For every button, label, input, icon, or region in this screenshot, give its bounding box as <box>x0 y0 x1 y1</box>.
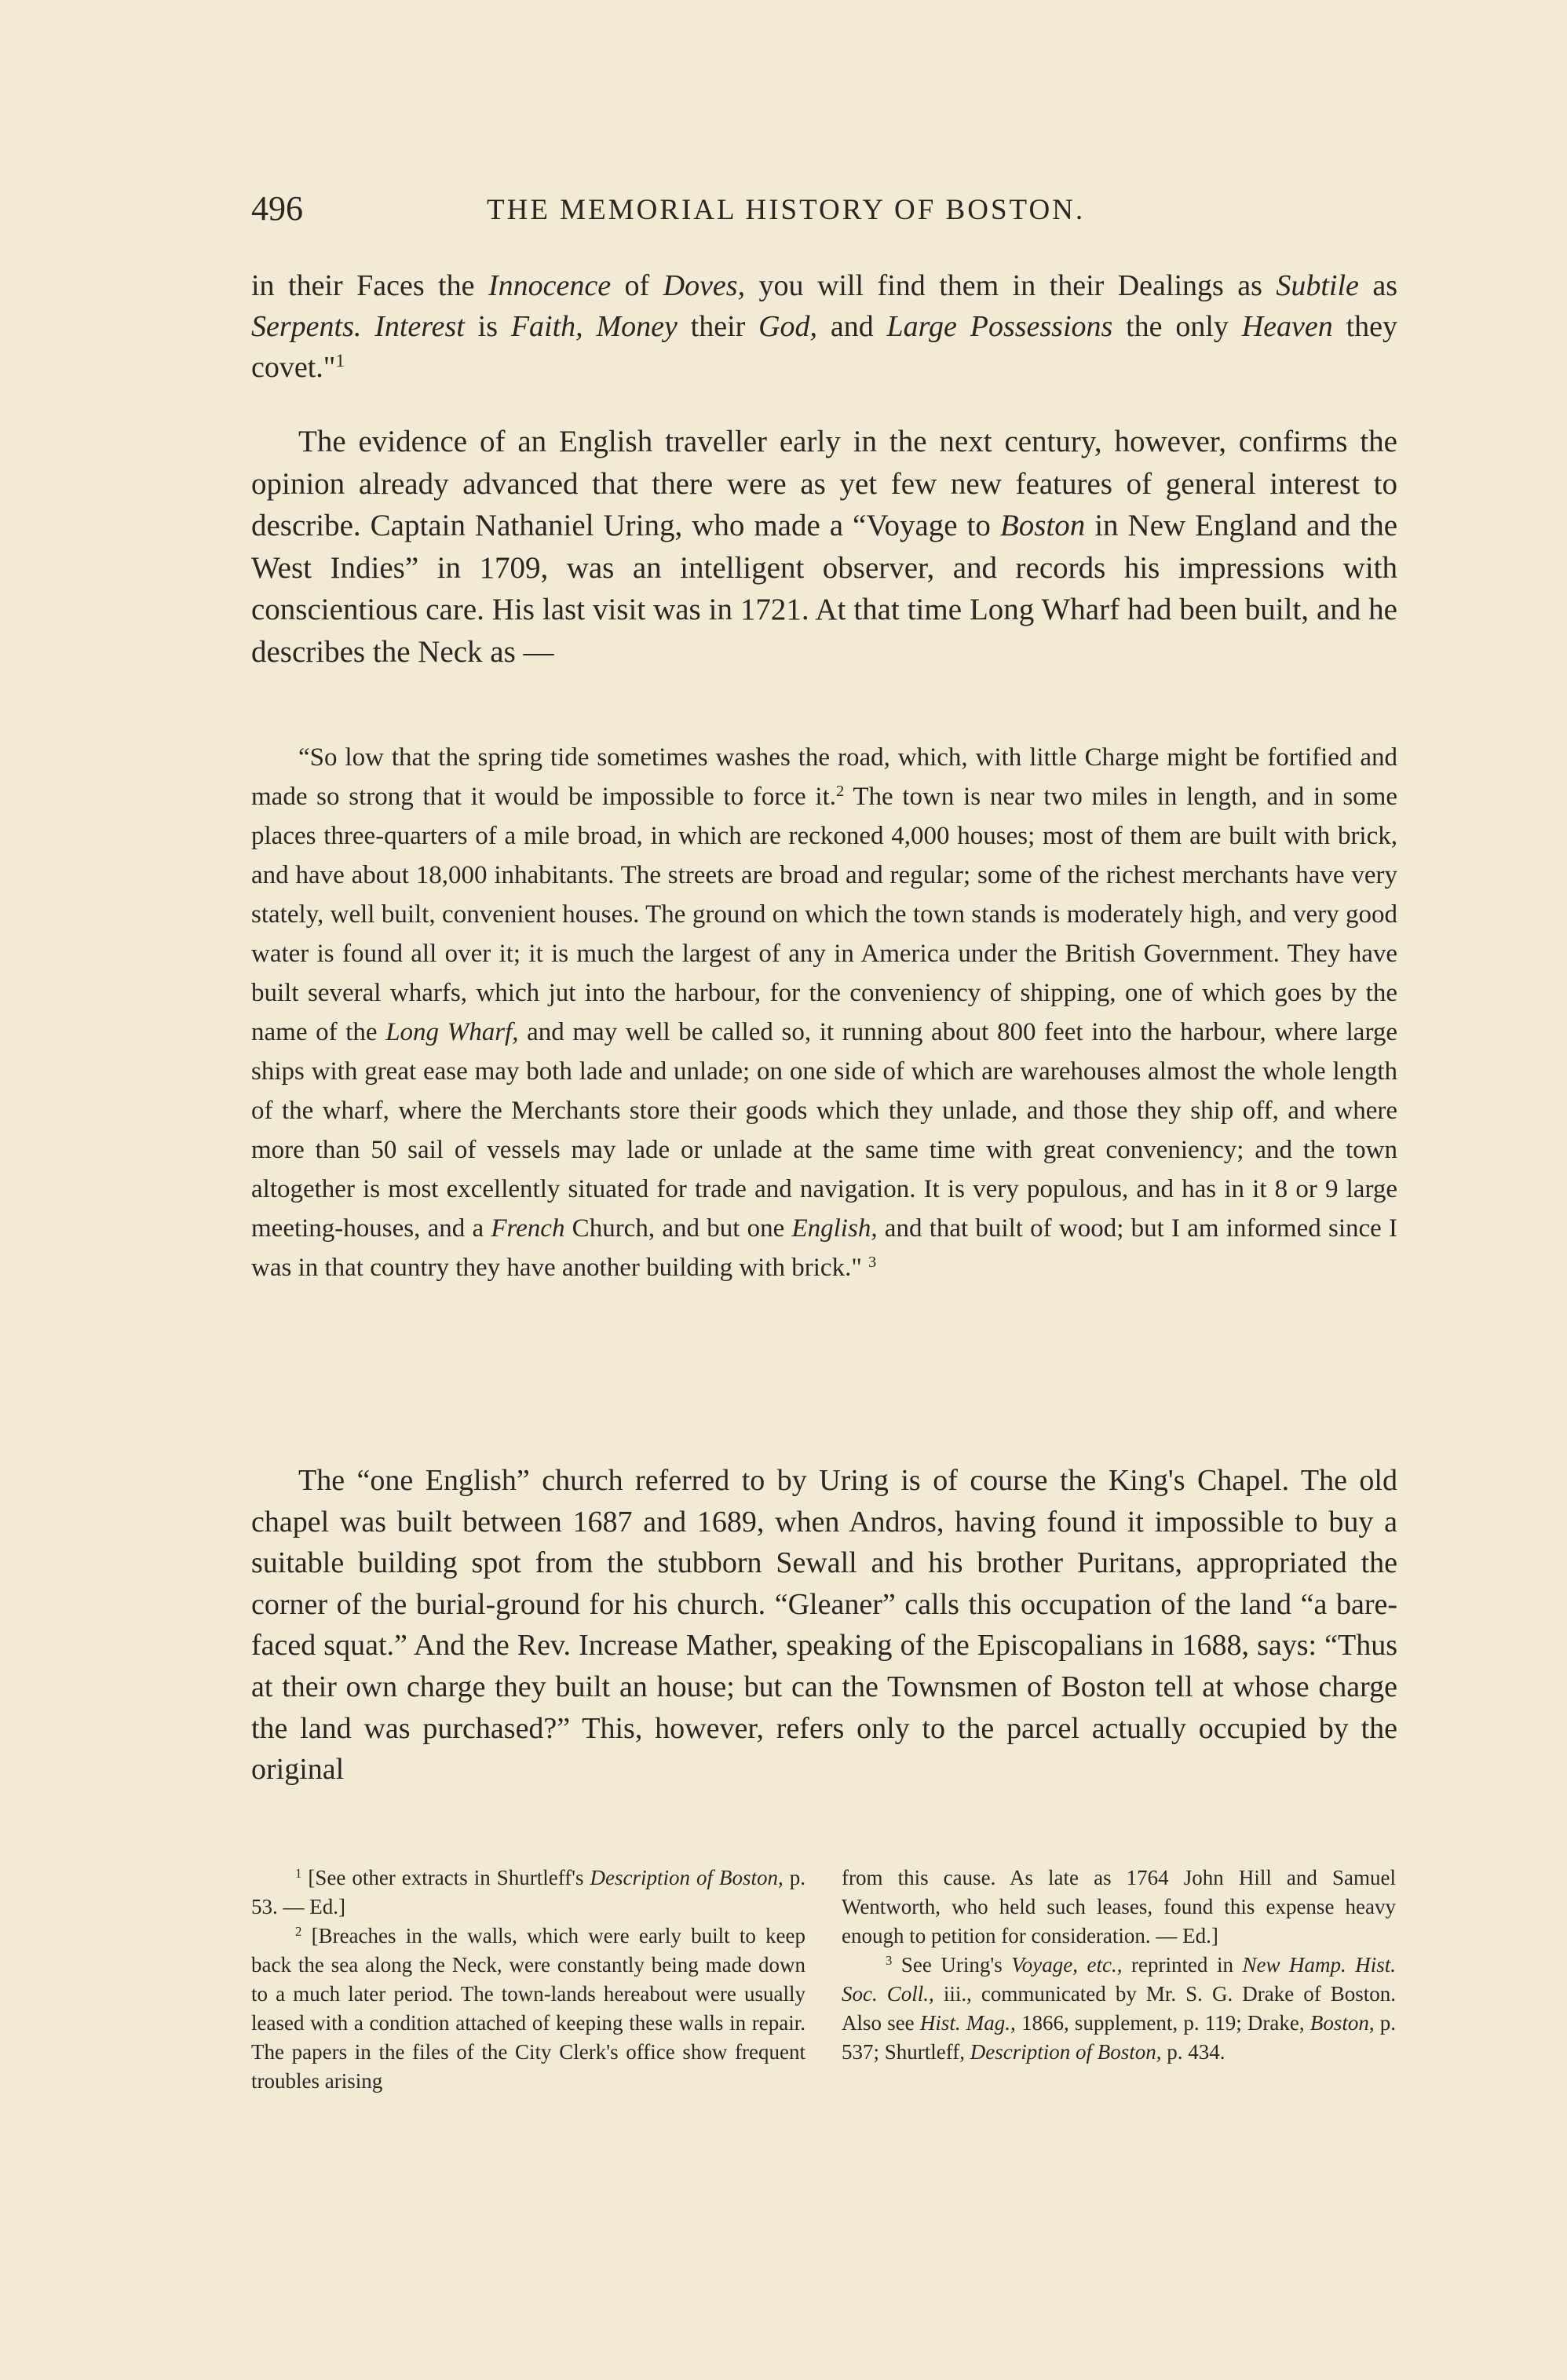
footnote-ref: 1 <box>335 351 345 372</box>
paragraph-uring-evidence: The evidence of an English traveller early in the next century, however, confirms the opinion already advanced that there were as yet few new features of general interest to describe. Captain Nathaniel Uring, who made a “Voyage to Boston in New England and the West Indies” in 1709, was an intelligent observer, and records his impressions with conscientious care. His last visit was in 1721. At that time Long Wharf had been built, and he describes the Neck as — <box>251 425 1398 669</box>
footnote-2: $^2$ [Breaches in the walls, which were early built to keep back the sea along the Neck, were constantly being made down to a much later period. The town-lands hereabout were usually leased with a condition attached of keeping these walls in repair. The papers in the files of the City Clerk's office show frequent troubles arising <box>251 1923 805 2093</box>
footnote-ref: 3 <box>868 1253 877 1271</box>
footnote-3: $^3$ See Uring's Voyage, etc., reprinted in New Hamp. Hist. Soc. Coll., iii., communicated by Mr. S. G. Drake of Boston. Also see Hist. Mag., 1866, supplement, p. 119; Drake, Boston, p. 537; Shurtleff, Description of Boston, p. 434. <box>842 1952 1397 2064</box>
footnote-ref: 2 <box>836 782 845 800</box>
paragraph-kings-chapel: The “one English” church referred to by Uring is of course the King's Chapel. The old chapel was built between 1687 and 1689, when Andros, having found it impossible to buy a suitable building spot from the stubborn Sewall and his brother Puritans, appropriated the corner of the burial-ground for his church. “Gleaner” calls this occupation of the land “a bare-faced squat.” And the Rev. Increase Mather, speaking of the Episcopalians in 1688, says: “Thus at their own charge they built an house; but can the Townsmen of Boston tell at whose charge the land was purchased?” This, however, refers only to the parcel actually occupied by the original <box>251 1464 1397 1787</box>
footnote-2-continued: from this cause. As late as 1764 John Hill and Samuel Wentworth, who held such leases, found this expense heavy enough to petition for consideration. — Ed.] <box>842 1866 1396 1947</box>
footnotes-left-column <box>251 1863 805 2096</box>
block-quote-uring: “So low that the spring tide sometimes washes the road, which, with little Charge might be fortified and made so strong that it would be impossible to force it.$^2$ The town is near two miles in length, and in some places three-quarters of a mile broad, in which are reckoned 4,000 houses; most of them are built with brick, and have about 18,000 inhabitants. The streets are broad and regular; some of the richest merchants have very stately, well built, convenient houses. The ground on which the town stands is moderately high, and very good water is found all over it; it is much the largest of any in America under the British Government. They have built several wharfs, which jut into the harbour, for the conveniency of shipping, one of which goes by the name of the Long Wharf, and may well be called so, it running about 800 feet into the harbour, where large ships with great ease may both lade and unlade; on one side of which are warehouses almost the whole length of the wharf, where the Merchants store their goods which they unlade, and those they ship off, and where more than 50 sail of vessels may lade or unlade at the same time with great conveniency; and the town altogether is most excellently situated for trade and navigation. It is very populous, and has in it 8 or 9 large meeting-houses, and a French Church, and but one English, and that built of wood; but I am informed since I was in that country they have another building with brick." $^3$ <box>251 743 1398 1282</box>
page-header <box>251 188 1397 235</box>
page-number: 496 <box>251 189 303 228</box>
footnote-1: $^1$ [See other extracts in Shurtleff's Description of Boston, p. 53. — Ed.] <box>251 1865 805 1918</box>
footnotes-right-column <box>842 1863 1396 2067</box>
paragraph-quote-continuation: in their Faces the Innocence of Doves, you will find them in their Dealings as Subtile as Serpents. Interest is Faith, Money their God, and Large Possessions the only Heaven they covet."$^1$ <box>251 269 1398 384</box>
running-head: THE MEMORIAL HISTORY OF BOSTON. <box>487 194 1086 226</box>
